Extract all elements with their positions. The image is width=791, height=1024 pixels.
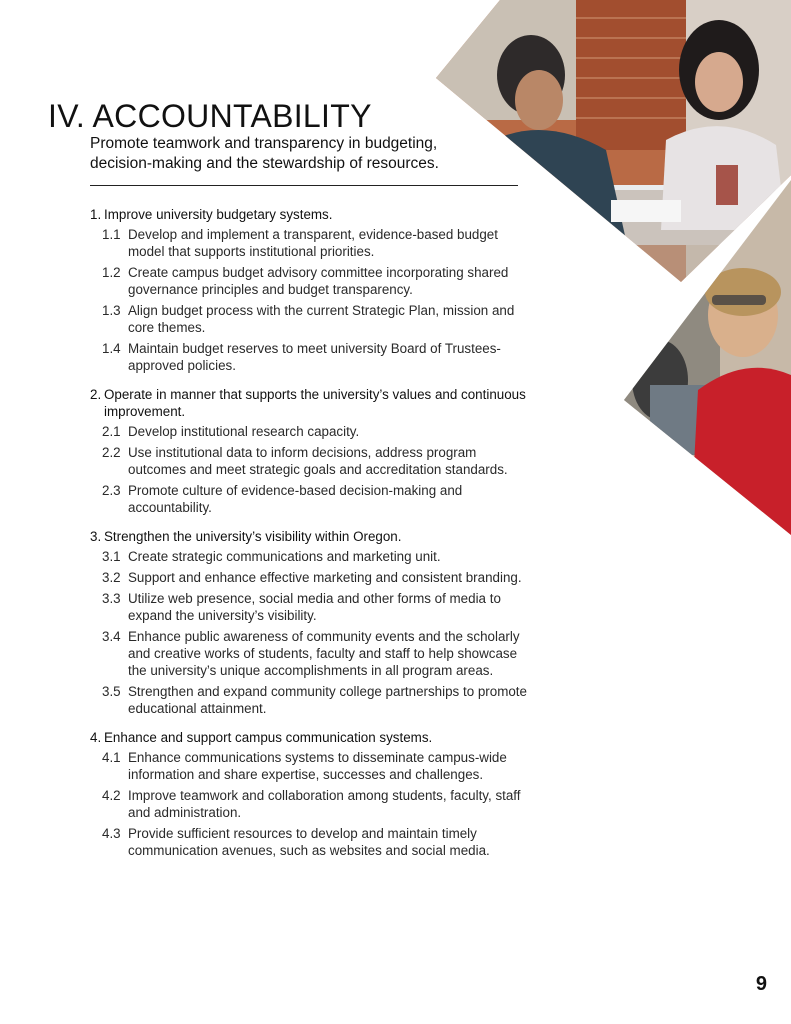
item-number: 1.3 [102,303,121,318]
item-text: Utilize web presence, social media and other forms of media to expand the university’s visibility. [128,591,501,623]
item-text: Provide sufficient resources to develop and maintain timely communication avenues, such as websites and social media. [128,826,490,858]
list-item [90,302,530,336]
goals-list [90,206,530,871]
list-item [90,590,530,624]
item-number: 1.2 [102,265,121,280]
item-number: 2.2 [102,445,121,460]
student-portrait-photo [620,180,791,540]
title-divider [90,185,518,186]
item-text: Develop institutional research capacity. [128,424,360,439]
list-item [90,444,530,478]
list-item [90,423,530,440]
section-title: IV. ACCOUNTABILITY [48,98,372,134]
item-number: 3.1 [102,549,121,564]
goal-3 [90,528,530,717]
goal-number: 3. [90,529,102,544]
list-item [90,226,530,260]
goal-heading [90,386,530,420]
item-text: Enhance communications systems to disseminate campus-wide information and share expertise, successes and challenges. [128,750,507,782]
goal-title: Enhance and support campus communication systems. [104,730,433,745]
list-item [90,787,530,821]
item-text: Promote culture of evidence-based decision-making and accountability. [128,483,463,515]
goal-4 [90,729,530,859]
goal-heading [90,528,530,545]
goal-number: 1. [90,207,102,222]
goal-number: 2. [90,387,102,402]
page-number: 9 [755,973,767,995]
list-item [90,340,530,374]
item-text: Maintain budget reserves to meet university Board of Trustees-approved policies. [128,341,501,373]
item-number: 3.2 [102,570,121,585]
goal-1 [90,206,530,374]
item-text: Create strategic communications and marketing unit. [128,549,441,564]
goal-number: 4. [90,730,102,745]
item-text: Enhance public awareness of community events and the scholarly and creative works of students, faculty and staff to help showcase the university’s unique accomplishments in all program areas. [128,629,520,678]
goal-title: Operate in manner that supports the university’s values and continuous improvement. [104,387,526,419]
goal-heading [90,206,530,223]
list-item [90,482,530,516]
list-item [90,264,530,298]
item-number: 4.1 [102,750,121,765]
item-number: 4.3 [102,826,121,841]
list-item [90,683,530,717]
item-number: 3.4 [102,629,121,644]
item-text: Support and enhance effective marketing and consistent branding. [128,570,522,585]
item-text: Use institutional data to inform decisions, address program outcomes and meet strategic goals and accreditation standards. [128,445,508,477]
list-item [90,628,530,679]
section-subtitle: Promote teamwork and transparency in budgeting, decision-making and the stewardship of resources. [90,135,439,172]
goal-2 [90,386,530,516]
item-text: Improve teamwork and collaboration among students, faculty, staff and administration. [128,788,521,820]
item-text: Create campus budget advisory committee incorporating shared governance principles and budget transparency. [128,265,509,297]
item-number: 1.4 [102,341,121,356]
item-number: 3.5 [102,684,121,699]
item-number: 1.1 [102,227,121,242]
list-item [90,749,530,783]
item-text: Develop and implement a transparent, evidence-based budget model that supports institutional priorities. [128,227,498,259]
item-text: Align budget process with the current Strategic Plan, mission and core themes. [128,303,515,335]
item-number: 3.3 [102,591,121,606]
item-text: Strengthen and expand community college partnerships to promote educational attainment. [128,684,527,716]
goal-title: Strengthen the university’s visibility within Oregon. [104,529,402,544]
goal-heading [90,729,530,746]
list-item [90,825,530,859]
goal-title: Improve university budgetary systems. [104,207,333,222]
item-number: 2.3 [102,483,121,498]
item-number: 4.2 [102,788,121,803]
item-number: 2.1 [102,424,121,439]
list-item [90,569,530,586]
list-item [90,548,530,565]
